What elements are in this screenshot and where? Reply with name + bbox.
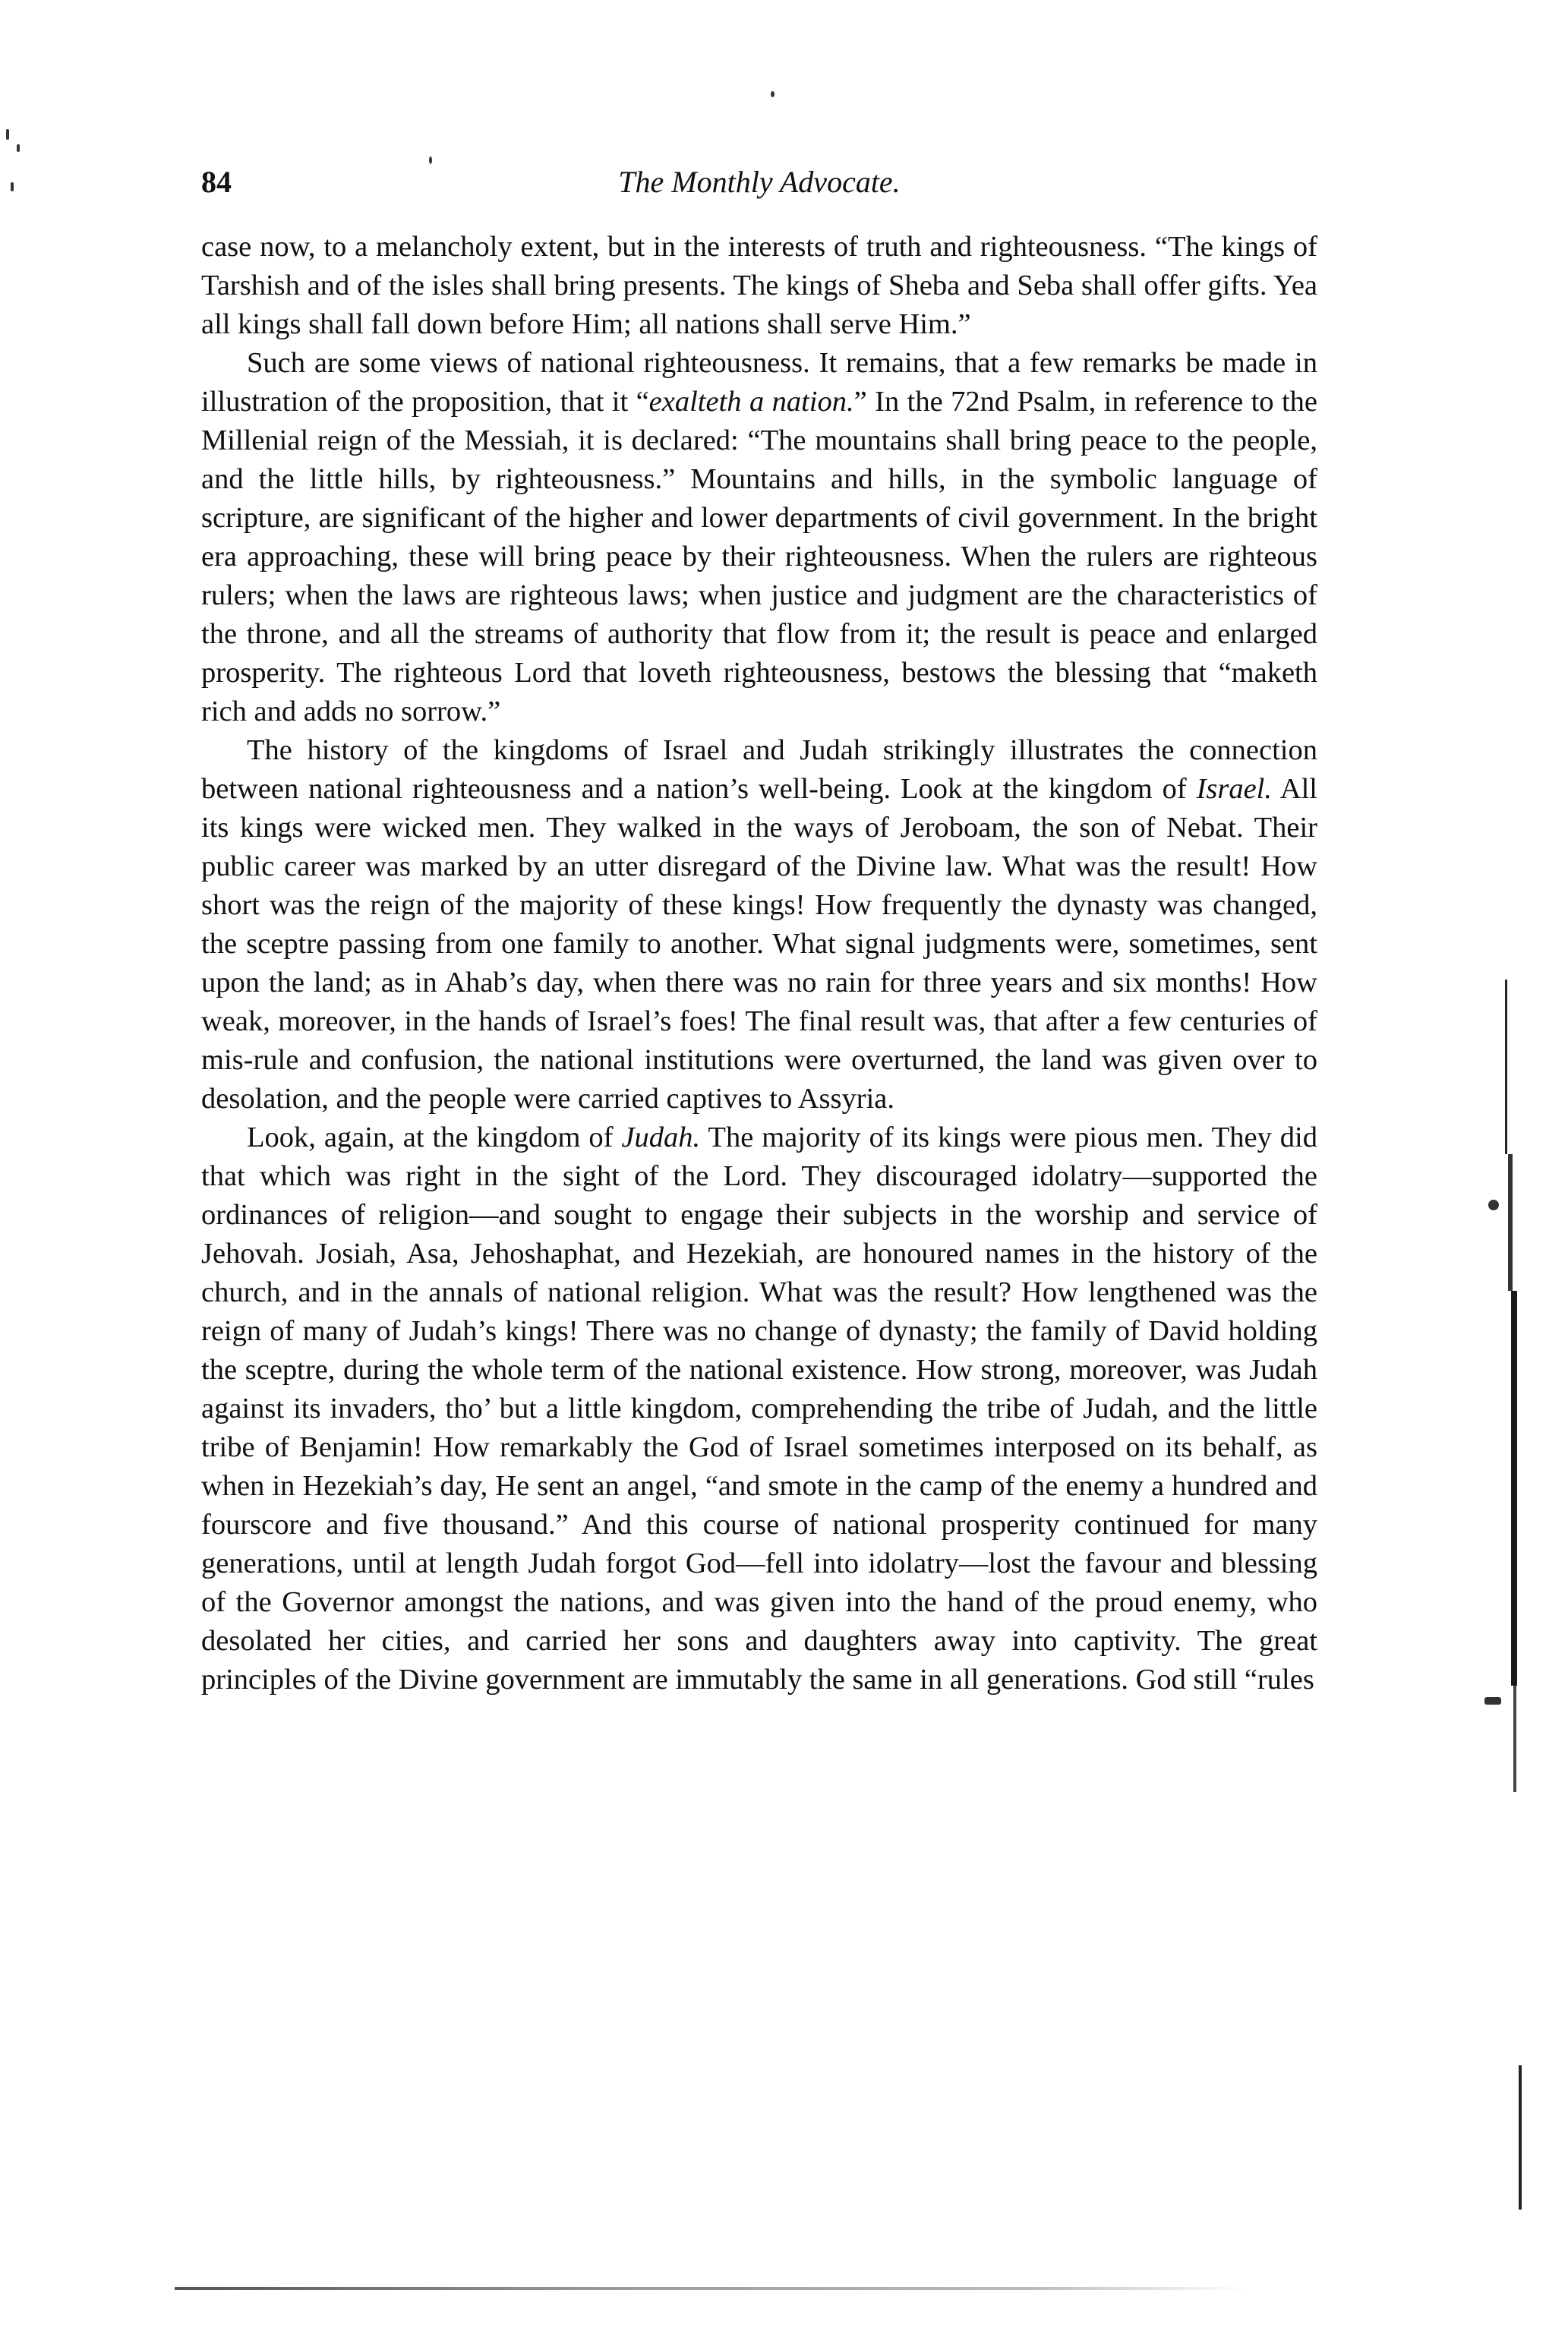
italic-term: Israel. [1196, 773, 1273, 805]
page-header [201, 164, 1317, 210]
article-body [201, 228, 1317, 1699]
paragraph-text: Such are some views of national righteousness. It remains, that a few remarks be made in illustration of the proposition, that it “ [201, 347, 1317, 418]
running-title: The Monthly Advocate. [618, 165, 901, 199]
italic-term: Judah. [621, 1121, 701, 1153]
scan-margin-line [1519, 2065, 1522, 2210]
scan-speck [429, 156, 432, 164]
paragraph [201, 344, 1317, 731]
italic-quote: exalteth a nation. [648, 386, 854, 418]
paragraph-text: case now, to a melancholy extent, but in the interests of truth and righteousness. “The kings of Tarshish and of the isles shall bring presents. The kings of Sheba and Seba shall offer gifts. Yea all kings shall fall down before Him; all nations shall serve Him.” [201, 231, 1317, 340]
page-number: 84 [201, 165, 232, 199]
paragraph [201, 1118, 1317, 1699]
scan-speck [11, 182, 14, 191]
scan-bottom-edge [175, 2287, 1245, 2290]
paragraph-text: All its kings were wicked men. They walked in the ways of Jeroboam, the son of Nebat. Their public career was marked by an utter disregard of the Divine law. What was the result! How short was the reign of the majority of these kings! How frequently the dynasty was changed, the sceptre passing from one family to another. What signal judgments were, sometimes, sent upon the land; as in Ahab’s day, when there was no rain for three years and six months! How weak, moreover, in the hands of Israel’s foes! The final result was, that after a few centuries of mis-rule and confusion, the national institutions were overturned, the land was given over to desolation, and the people were carried captives to Assyria. [201, 773, 1317, 1115]
scan-margin-line [1508, 1154, 1513, 1291]
scan-speck [1484, 1697, 1501, 1705]
paragraph [201, 228, 1317, 344]
scan-margin-line [1505, 980, 1507, 1154]
paragraph-text: The majority of its kings were pious men. They did that which was right in the sight of the Lord. They discouraged idolatry—supported the ordinances of religion—and sought to engage their subjects in the worship and service of Jehovah. Josiah, Asa, Jehoshaphat, and Hezekiah, are honoured names in the history of the church, and in the annals of national religion. What was the result? How lengthened was the reign of many of Judah’s kings! There was no change of dynasty; the family of David holding the sceptre, during the whole term of the national existence. How strong, moreover, was Judah against its invaders, tho’ but a little kingdom, comprehending the tribe of Judah, and the little tribe of Benjamin! How remarkably the God of Israel sometimes interposed on its behalf, as when in Hezekiah’s day, He sent an angel, “and smote in the camp of the enemy a hundred and fourscore and five thousand.” And this course of national prosperity continued for many generations, until at length Judah forgot God—fell into idolatry—lost the favour and blessing of the Governor amongst the nations, and was given into the hand of the proud enemy, who desolated her cities, and carried her sons and daughters away into captivity. The great principles of the Divine government are immutably the same in all generations. God still “rules [201, 1121, 1317, 1696]
scan-speck [6, 129, 9, 140]
scan-speck [17, 144, 20, 152]
scan-margin-line [1511, 1291, 1517, 1686]
paragraph [201, 731, 1317, 1118]
paragraph-text: The history of the kingdoms of Israel and Judah strikingly illustrates the connection between national righteousness and a nation’s well-being. Look at the kingdom of [201, 734, 1317, 805]
scan-margin-line [1513, 1686, 1516, 1792]
scan-speck [771, 91, 775, 97]
paragraph-text: Look, again, at the kingdom of [247, 1121, 622, 1153]
paragraph-text: ” In the 72nd Psalm, in reference to the Millenial reign of the Messiah, it is declared: “The mountains shall bring peace to the people, and the little hills, by righteousness.” Mountains and hills, in the symbolic language of scripture, are significant of the higher and lower departments of civil government. In the bright era approaching, these will bring peace by their righteousness. When the rulers are righteous rulers; when the laws are righteous laws; when justice and judgment are the characteristics of the throne, and all the streams of authority that flow from it; the result is peace and enlarged prosperity. The righteous Lord that loveth righteousness, bestows the blessing that “maketh rich and adds no sorrow.” [201, 386, 1318, 727]
scan-speck [1488, 1200, 1499, 1210]
